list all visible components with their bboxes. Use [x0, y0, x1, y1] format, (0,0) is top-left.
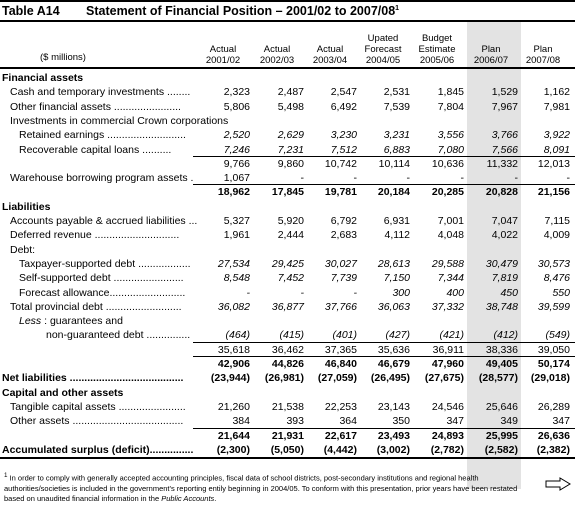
column-header-line: 2003/04 — [312, 55, 348, 66]
table-row — [0, 157, 575, 171]
cell-value: 3,556 — [437, 129, 464, 142]
table-row — [0, 171, 575, 185]
cell-value: 347 — [552, 415, 570, 428]
cell-value: 25,995 — [485, 429, 518, 442]
cell-value: (421) — [439, 329, 464, 342]
cell-value: 36,911 — [432, 343, 464, 356]
cell-value: - — [353, 172, 357, 185]
cell-value: 384 — [232, 415, 250, 428]
column-header-line: 2005/06 — [419, 55, 455, 66]
row-label: Recoverable capital loans .......... — [19, 143, 172, 156]
cell-value: 2,444 — [277, 229, 304, 242]
cell-value: 36,462 — [271, 343, 304, 356]
table-row — [0, 429, 575, 443]
row-label: Cash and temporary investments ........ — [10, 86, 191, 99]
cell-value: 400 — [446, 286, 464, 299]
table-row — [0, 314, 575, 328]
row-label: Debt: — [10, 243, 36, 256]
cell-value: 5,498 — [277, 100, 304, 113]
cell-value: 7,344 — [437, 272, 464, 285]
cell-value: (412) — [493, 329, 518, 342]
cell-value: 7,231 — [277, 143, 304, 156]
cell-value: 26,636 — [537, 429, 570, 442]
cell-value: 36,877 — [271, 300, 304, 313]
total-rule — [0, 457, 575, 459]
column-header-line: 2001/02 — [205, 55, 241, 66]
table-row — [0, 271, 575, 285]
table-row — [0, 200, 575, 214]
cell-value: (26,495) — [370, 372, 410, 385]
table-row — [0, 300, 575, 314]
cell-value: 46,840 — [324, 358, 357, 370]
cell-value: 2,323 — [223, 86, 250, 99]
row-label: non-guaranteed debt ............... — [46, 329, 191, 342]
cell-value: 2,520 — [223, 129, 250, 142]
row-label: Less : guarantees and — [19, 315, 123, 328]
cell-value: 29,425 — [271, 257, 304, 270]
cell-value: 1,845 — [437, 86, 464, 99]
units-label: ($ millions) — [40, 52, 86, 63]
column-header-line: Forecast — [364, 44, 402, 55]
table-row — [0, 128, 575, 142]
cell-value: (2,582) — [484, 443, 518, 456]
cell-value: (29,018) — [530, 372, 570, 385]
right-arrow-outline-icon[interactable] — [545, 477, 571, 491]
cell-value: 29,588 — [431, 257, 464, 270]
table-row — [0, 243, 575, 257]
table-row — [0, 386, 575, 400]
cell-value: 8,091 — [543, 143, 570, 156]
table-row — [0, 214, 575, 228]
cell-value: 2,683 — [330, 229, 357, 242]
table-row — [0, 286, 575, 300]
cell-value: 9,860 — [277, 157, 304, 170]
cell-value: (3,002) — [376, 443, 410, 456]
row-label: Other assets ...................................... — [10, 415, 184, 428]
column-header-line: Actual — [209, 44, 237, 55]
cell-value: (549) — [545, 329, 570, 342]
cell-value: 39,599 — [537, 300, 570, 313]
row-label: Taxpayer-supported debt .................. — [19, 257, 191, 270]
cell-value: 27,534 — [217, 257, 250, 270]
cell-value: 10,114 — [378, 157, 410, 170]
cell-value: 4,022 — [491, 229, 518, 242]
cell-value: 44,826 — [271, 358, 304, 370]
cell-value: 300 — [392, 286, 410, 299]
cell-value: 39,050 — [537, 343, 570, 356]
cell-value: 7,080 — [437, 143, 464, 156]
cell-value: 347 — [446, 415, 464, 428]
cell-value: 7,819 — [491, 272, 518, 285]
cell-value: 5,920 — [277, 215, 304, 227]
cell-value: 19,781 — [324, 186, 357, 199]
cell-value: - — [406, 172, 410, 185]
cell-value: 21,156 — [537, 186, 570, 199]
cell-value: 7,512 — [330, 143, 357, 156]
row-label: Investments in commercial Crown corporations — [10, 114, 229, 127]
cell-value: 4,048 — [437, 229, 464, 242]
column-header-line: 2002/03 — [259, 55, 295, 66]
cell-value: 7,246 — [223, 143, 250, 156]
table-row — [0, 85, 575, 99]
cell-value: 7,150 — [383, 272, 410, 285]
cell-value: 20,285 — [431, 186, 464, 199]
cell-value: 5,806 — [223, 100, 250, 113]
column-header-line: Actual — [316, 44, 344, 55]
cell-value: 393 — [286, 415, 304, 428]
cell-value: (2,382) — [536, 443, 570, 456]
cell-value: 23,143 — [377, 400, 410, 413]
cell-value: 7,804 — [437, 100, 464, 113]
cell-value: 8,548 — [223, 272, 250, 285]
cell-value: 3,922 — [543, 129, 570, 142]
cell-value: 21,931 — [271, 429, 304, 442]
cell-value: 38,336 — [485, 343, 518, 356]
cell-value: 2,487 — [277, 86, 304, 99]
cell-value: 26,289 — [537, 400, 570, 413]
cell-value: 2,547 — [330, 86, 357, 99]
footnote: $^1$ In order to comply with generally accepted accounting principles, fiscal data of school districts, post-secondary institutions and regional health authorities/societies is included in the government's reporting entily beginning in 2004/05. To conform with this presentation, prior years have been restated based on unaudited financial information in the Public Accounts. — [4, 472, 518, 503]
column-header-6 — [514, 28, 572, 66]
table-row — [0, 71, 575, 85]
cell-value: 49,405 — [485, 358, 518, 370]
cell-value: 12,013 — [537, 157, 570, 170]
table-title-bar — [0, 0, 575, 22]
cell-value: 36,063 — [377, 300, 410, 313]
cell-value: 7,566 — [491, 143, 518, 156]
cell-value: 37,332 — [431, 300, 464, 313]
cell-value: 1,067 — [223, 172, 250, 185]
cell-value: 5,327 — [223, 215, 250, 227]
cell-value: (5,050) — [270, 443, 304, 456]
column-header-line: Upated — [367, 33, 399, 44]
column-header-3 — [354, 28, 412, 66]
cell-value: 23,493 — [377, 429, 410, 442]
cell-value: 6,492 — [330, 100, 357, 113]
row-label: Net liabilities ....................................... — [2, 372, 184, 385]
cell-value: 22,617 — [324, 429, 357, 442]
cell-value: 6,931 — [383, 215, 410, 227]
cell-value: 1,529 — [491, 86, 518, 99]
column-header-line: Plan — [533, 44, 553, 55]
row-label: Capital and other assets — [2, 386, 124, 399]
table-title: Statement of Financial Position – 2001/02 to $2007/08^1$ — [86, 4, 400, 18]
row-label: Warehouse borrowing program assets . — [10, 172, 194, 185]
row-label: Tangible capital assets ....................... — [10, 400, 186, 413]
cell-value: 46,679 — [377, 358, 410, 370]
table-row — [0, 257, 575, 271]
cell-value: (415) — [279, 329, 304, 342]
cell-value: 17,845 — [271, 186, 304, 199]
column-header-5 — [462, 28, 520, 66]
table-row — [0, 357, 575, 371]
column-header-1 — [248, 28, 306, 66]
cell-value: 10,742 — [324, 157, 357, 170]
column-header-4 — [408, 28, 466, 66]
table-id: Table A14 — [2, 4, 60, 18]
cell-value: (2,782) — [430, 443, 464, 456]
cell-value: (464) — [225, 329, 250, 342]
column-header-2 — [301, 28, 359, 66]
row-label: Deferred revenue ............................. — [10, 229, 180, 242]
table-row — [0, 228, 575, 242]
cell-value: 20,828 — [485, 186, 518, 199]
cell-value: 25,646 — [485, 400, 518, 413]
cell-value: (23,944) — [210, 372, 250, 385]
cell-value: 7,115 — [544, 215, 570, 227]
column-header-line: Plan — [481, 44, 501, 55]
cell-value: - — [300, 286, 304, 299]
cell-value: 28,613 — [377, 257, 410, 270]
table-row — [0, 400, 575, 414]
cell-value: 7,739 — [330, 272, 357, 285]
row-label: Accounts payable & accrued liabilities ... — [10, 215, 198, 227]
cell-value: 7,047 — [491, 215, 518, 227]
cell-value: 349 — [500, 415, 518, 428]
cell-value: 9,766 — [223, 157, 250, 170]
cell-value: 24,893 — [431, 429, 464, 442]
cell-value: 30,027 — [324, 257, 357, 270]
cell-value: 20,184 — [377, 186, 410, 199]
cell-value: - — [460, 172, 464, 185]
cell-value: 4,112 — [384, 229, 410, 242]
cell-value: 42,906 — [217, 358, 250, 370]
cell-value: 7,452 — [277, 272, 304, 285]
row-label: Total provincial debt .......................... — [10, 300, 182, 313]
cell-value: (28,577) — [478, 372, 518, 385]
cell-value: 6,792 — [330, 215, 357, 227]
cell-value: 8,476 — [543, 272, 570, 285]
cell-value: 4,009 — [543, 229, 570, 242]
cell-value: 7,001 — [437, 215, 464, 227]
cell-value: 47,960 — [431, 358, 464, 370]
row-label: Accumulated surplus (deficit)............... — [2, 443, 194, 456]
cell-value: 30,479 — [485, 257, 518, 270]
column-header-line: Estimate — [418, 44, 456, 55]
cell-value: 3,230 — [330, 129, 357, 142]
cell-value: 24,546 — [431, 400, 464, 413]
cell-value: - — [353, 286, 357, 299]
cell-value: 37,365 — [324, 343, 357, 356]
cell-value: 36,082 — [217, 300, 250, 313]
cell-value: 3,766 — [491, 129, 518, 142]
cell-value: 364 — [339, 415, 357, 428]
header-rule — [0, 67, 575, 69]
cell-value: 35,618 — [217, 343, 250, 356]
column-header-line: 2006/07 — [473, 55, 509, 66]
table-row — [0, 185, 575, 199]
cell-value: 18,962 — [217, 186, 250, 199]
cell-value: 10,636 — [431, 157, 464, 170]
cell-value: - — [514, 172, 518, 185]
table-row — [0, 143, 575, 157]
cell-value: (401) — [332, 329, 357, 342]
table-row — [0, 343, 575, 357]
row-label: Other financial assets ....................... — [10, 100, 181, 113]
column-header-line: Budget — [421, 33, 453, 44]
cell-value: (2,300) — [216, 443, 250, 456]
cell-value: 2,531 — [383, 86, 410, 99]
cell-value: - — [566, 172, 570, 185]
cell-value: (27,675) — [424, 372, 464, 385]
table-row — [0, 328, 575, 342]
cell-value: 6,883 — [383, 143, 410, 156]
row-label: Forecast allowance.......................... — [19, 286, 186, 299]
cell-value: 350 — [392, 415, 410, 428]
cell-value: 21,644 — [217, 429, 250, 442]
cell-value: 450 — [500, 286, 518, 299]
table-row — [0, 371, 575, 385]
cell-value: 550 — [552, 286, 570, 299]
cell-value: 38,748 — [485, 300, 518, 313]
table-row — [0, 443, 575, 457]
cell-value: 3,231 — [383, 129, 410, 142]
cell-value: (26,981) — [264, 372, 304, 385]
cell-value: 21,538 — [271, 400, 304, 413]
column-header-line: Actual — [263, 44, 291, 55]
cell-value: 1,961 — [223, 229, 250, 242]
cell-value: 37,766 — [324, 300, 357, 313]
column-header-line: 2007/08 — [525, 55, 561, 66]
row-label: Liabilities — [2, 200, 51, 213]
cell-value: (27,059) — [317, 372, 357, 385]
cell-value: 1,162 — [543, 86, 570, 99]
column-header-0 — [194, 28, 252, 66]
cell-value: - — [246, 286, 250, 299]
column-header-line: 2004/05 — [365, 55, 401, 66]
table-row — [0, 100, 575, 114]
cell-value: 7,967 — [491, 100, 518, 113]
row-label: Financial assets — [2, 72, 84, 84]
table-row — [0, 114, 575, 128]
row-label: Retained earnings ........................... — [19, 129, 186, 142]
cell-value: (4,442) — [323, 443, 357, 456]
cell-value: 11,332 — [486, 157, 518, 170]
row-label: Self-supported debt ........................ — [19, 272, 184, 285]
cell-value: (427) — [385, 329, 410, 342]
table-row — [0, 414, 575, 428]
cell-value: 35,636 — [377, 343, 410, 356]
cell-value: 50,174 — [537, 358, 570, 370]
cell-value: 2,629 — [277, 129, 304, 142]
cell-value: 22,253 — [324, 400, 357, 413]
cell-value: - — [300, 172, 304, 185]
cell-value: 21,260 — [217, 400, 250, 413]
cell-value: 7,981 — [543, 100, 570, 113]
cell-value: 30,573 — [537, 257, 570, 270]
cell-value: 7,539 — [383, 100, 410, 113]
